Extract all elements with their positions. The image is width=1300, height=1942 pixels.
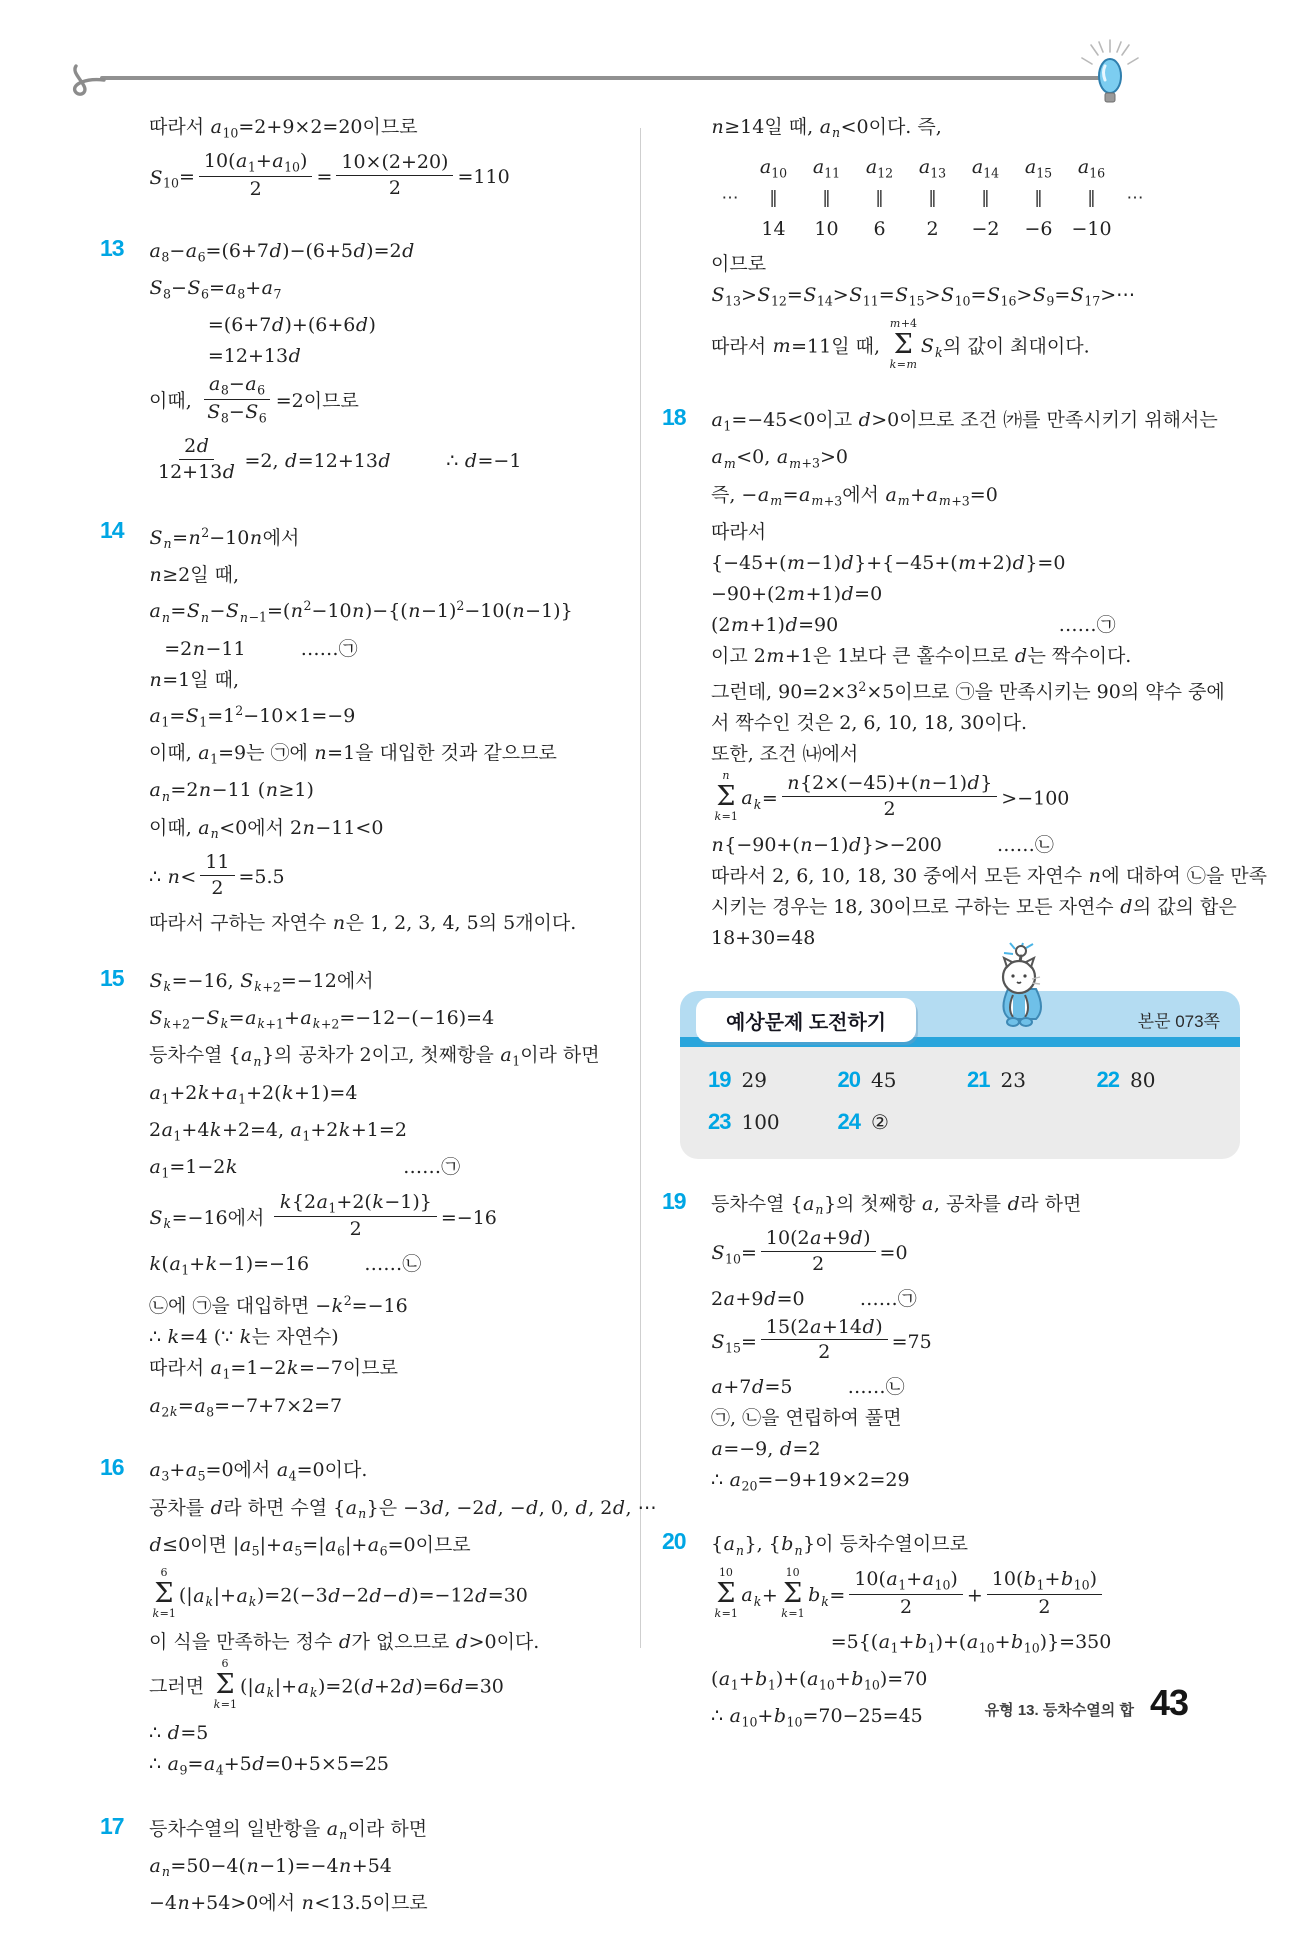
sequence-diagram: ⋯ $a_{10}$ ‖ 14 $a_{11}$ ‖ 10 $a_{12}$ ‖ 6 $a_{13}$ ‖ 2 $a_{14}$ ‖ −2 $a_{15}$ ‖ −6 $a_{16}$ ‖ −10 ⋯ [721,156,1144,241]
solution-line: $S_k=-16$, $S_{k+2}=-12$에서 [149,969,374,994]
problem-block [662,1185,1240,1506]
solution-line: 2a+9d=0 ……㉠ [711,1287,917,1310]
answer-value: 29 [741,1067,767,1092]
answer-number: 21 [967,1066,990,1092]
solution-line: $a_n=2n-11$ (n≥1) [149,779,314,804]
solution-line: ㉡에 ㉠을 대입하면 $-k^2=-16$ [149,1293,408,1318]
solution-line: {−45+(m−1)d}+{−45+(m+2)d}=0 [711,551,1066,574]
answer-item [838,1109,968,1135]
solution-line: $a_1=1-2k$ ……㉠ [149,1156,461,1181]
cat-mascot-icon [980,939,1058,1035]
solution-line: 10 Σ k=1 $a_k+$ 10 Σ k=1 $b_k=$ $\frac{10(a_1+a_{10})}{2}$ + $\frac{10(b_1+b_{10})}{2}$ [711,1570,1240,1623]
solution-line: ㉠, ㉡을 연립하여 풀면 [711,1406,902,1429]
solution-line: $a_1=-45<0$이고 d>0이므로 조건 ㈎를 만족시키기 위해서는 [711,408,1218,434]
solution-line: ∴ n< $\frac{11}{2}$ =5.5 [149,851,285,899]
top-rule [100,76,1112,80]
solution-line: (2m+1)d=90 ……㉠ [711,613,1116,636]
solution-line: 등차수열의 일반항을 $a_n$이라 하면 [149,1817,428,1842]
solution-line: $a_n=S_n-S_{n-1}=(n^2-10n)-\{(n-1)^2-10(n-1)\}$ [149,598,573,625]
solution-line: n=1일 때, [149,668,240,691]
solution-line: 6 Σ k=1 $(|a_k|+a_k)=2(-3d-2d-d)=-12d=30$ [152,1566,528,1621]
solution-line: $a_{2k}=a_8=-7+7\times 2=7$ [149,1394,343,1420]
right-column-upper [662,108,1267,957]
solution-line: 즉, $-a_m=a_{m+3}$에서 $a_m+a_{m+3}=0$ [711,483,998,508]
solution-line: $S_{10}=$ $\frac{10(a_1+a_{10})}{2}$ = $\frac{10\times(2+20)}{2}$ =110 [149,150,510,201]
solution-line: 이 식을 만족하는 정수 d가 없으므로 d>0이다. [149,1631,540,1654]
solution-line: 시키는 경우는 18, 30이므로 구하는 모든 자연수 d의 값의 합은 [711,895,1237,918]
solution-line: 등차수열 $\{a_n\}$의 공차가 2이고, 첫째항을 $a_1$이라 하면 [149,1044,600,1069]
solution-line: $S_{10}=$ $\frac{10(2a+9d)}{2}$ =0 [711,1227,908,1275]
solution-line: $k(a_1+k-1)=-16$ ……㉡ [149,1253,422,1278]
solution-line: 그러면 6 Σ k=1 $(|a_k|+a_k)=2(d+2d)=6d=30$ [149,1657,504,1712]
answer-item [1097,1067,1227,1093]
problem-block [100,962,620,1432]
answer-grid [708,1067,1226,1135]
solution-line: $a_8-a_6=(6+7d)-(6+5d)=2d$ [149,239,415,265]
answer-box-page-ref: 본문 073쪽 [1137,1011,1220,1031]
solution-line: $S_8-S_6=a_8+a_7$ [149,277,282,302]
solution-line: ∴ k=4 (∵ k는 자연수) [149,1326,339,1349]
solution-line: $a_m<0$, $a_{m+3}>0$ [711,446,849,471]
answer-value: 80 [1129,1067,1156,1092]
solution-line: 따라서 2, 6, 10, 18, 30 중에서 모든 자연수 n에 대하여 ㉡을 만족 [711,864,1267,887]
solution-line: $S_{13}>S_{12}=S_{14}>S_{11}=S_{15}>S_{10}=S_{16}>S_9=S_{17}>\cdots$ [711,284,1136,309]
answer-value: 45 [870,1067,897,1092]
answer-value: 100 [741,1109,780,1134]
solution-line: n Σ k=1 $a_k=$ $\frac{n\{2\times(-45)+(n-1)d\}}{2}$ >−100 [714,768,1070,823]
right-column [662,108,1267,1762]
footer-page-number: 43 [1149,1682,1188,1723]
answer-box [680,991,1240,1159]
solution-line: 이때, $a_1=9$는 ㉠에 n=1을 대입한 것과 같으므로 [149,742,557,767]
problem-block [100,108,620,212]
solution-line: d≤0이면 $|a_5|+a_5=|a_6|+a_6=0$이므로 [149,1533,471,1559]
solution-line: 또한, 조건 ㈏에서 [711,742,859,765]
problem-block [100,1810,620,1923]
problem-block [662,108,1240,381]
solution-line: ∴ $a_{20}=-9+19\times 2=29$ [711,1468,910,1494]
solution-line: a=−9, d=2 [711,1437,821,1460]
answer-number: 23 [708,1108,731,1134]
solution-line: $S_{k+2}-S_k=a_{k+1}+a_{k+2}=-12-(-16)=4$ [149,1006,495,1032]
solution-line: $a_1+2k+a_1+2(k+1)=4$ [149,1081,358,1106]
solution-line: ∴ $a_{10}+b_{10}=70-25=45$ [711,1705,923,1730]
solution-line: =2n−11 ……㉠ [164,637,358,660]
solution-line: $S_{15}=$ $\frac{15(2a+14d)}{2}$ =75 [711,1315,932,1364]
solution-line: 따라서 m=11일 때, m+4 Σ k=m $S_k$의 값이 최대이다. [711,316,1090,371]
solution-line: 따라서 [711,520,767,543]
problem-number: 17 [100,1812,124,1839]
answer-item [967,1067,1097,1093]
answer-number: 22 [1096,1066,1119,1092]
problem-number: 15 [100,964,124,991]
answer-item [708,1067,838,1093]
problem-number: 16 [100,1454,124,1481]
problem-number: 20 [662,1528,686,1555]
solution-line: =12+13d [207,345,301,368]
right-column-lower [662,1185,1240,1742]
solution-line: ∴ $a_9=a_4+5d=0+5\times 5=25$ [149,1753,389,1778]
solution-line: $\{a_n\}$, $\{b_n\}$이 등차수열이므로 [711,1533,968,1558]
solution-line: $a_3+a_5=0$에서 $a_4=0$이다. [149,1459,368,1484]
solution-line: 따라서 $a_{10}=2+9\times 2=20$이므로 [149,116,418,141]
answer-box-header [680,991,1240,1047]
solution-line: $a_1=S_1=1^2-10\times 1=-9$ [149,702,356,729]
column-divider [640,128,641,1648]
solution-line: $2a_1+4k+2=4$, $a_1+2k+1=2$ [149,1119,407,1144]
problem-block [662,401,1267,957]
solution-line: 따라서 구하는 자연수 n은 1, 2, 3, 4, 5의 5개이다. [149,911,577,934]
solution-line: 공차를 d라 하면 수열 $\{a_n\}$은 −3d, −2d, −d, 0, d, 2d, ⋯ [149,1496,657,1521]
solution-line: ∴ d=5 [149,1722,209,1745]
problem-number [100,108,140,212]
problem-number: 13 [100,234,124,261]
problem-block [100,1451,657,1790]
answer-item [708,1109,838,1135]
page-footer [985,1682,1188,1724]
solution-line: 이고 2m+1은 1보다 큰 홀수이므로 d는 짝수이다. [711,644,1132,667]
answer-number: 19 [708,1066,731,1092]
answer-item [838,1067,968,1093]
lightbulb-icon [1078,38,1142,112]
answer-value: 23 [1000,1067,1026,1092]
solution-line: $a_n=50-4(n-1)=-4n+54$ [149,1855,392,1880]
solution-line: =(6+7d)+(6+6d) [207,314,376,337]
solution-line: $S_n=n^2-10n$에서 [149,525,300,552]
answer-number: 24 [837,1108,860,1134]
problem-number: 14 [100,517,124,544]
solution-line: n≥14일 때, $a_n<0$이다. 즉, [711,116,942,141]
left-column [100,108,657,1942]
answer-number: 20 [837,1066,860,1092]
solution-line: a+7d=5 ……㉡ [711,1375,905,1398]
solution-line: 서 짝수인 것은 2, 6, 10, 18, 30이다. [711,711,1028,734]
problem-block [100,232,620,494]
problem-number: 19 [662,1187,686,1214]
solution-line: 이때, $\frac{a_8-a_6}{S_8-S_6}$ =2이므로 [149,373,359,426]
solution-line: $(a_1+b_1)+(a_{10}+b_{10})=70$ [711,1668,928,1693]
problem-block [100,514,620,941]
solution-line: 그런데, $90=2\times 3^2\times 5$이므로 ㉠을 만족시키는 90의 약수 중에 [711,678,1225,703]
answer-box-body [680,1047,1240,1159]
answer-value: ② [870,1109,889,1134]
solution-line: 18+30=48 [711,926,816,949]
solution-line: n{−90+(n−1)d}>−200 ……㉡ [711,833,1054,856]
solution-line: 이므로 [711,253,767,276]
solution-line: $=5\{(a_1+b_1)+(a_{10}+b_{10})\}=350$ [830,1630,1112,1656]
thread-squiggle-icon [66,58,108,98]
solution-line: 따라서 $a_1=1-2k=-7$이므로 [149,1357,398,1382]
solution-line: −90+(2m+1)d=0 [711,582,883,605]
solution-line: 등차수열 $\{a_n\}$의 첫째항 a, 공차를 d라 하면 [711,1192,1082,1218]
solution-line: n≥2일 때, [149,564,240,587]
solution-line: $\frac{2d}{12+13d}$ =2, d=12+13d ∴ d=−1 [158,434,522,483]
solution-line: 이때, $a_n<0$에서 2n−11<0 [149,816,384,842]
solution-line: −4n+54>0에서 n<13.5이므로 [149,1892,428,1915]
solution-line: $S_k=-16$에서 $\frac{k\{2a_1+2(k-1)\}}{2}$ =−16 [149,1190,497,1241]
problem-number: 18 [662,403,686,430]
problem-number [662,108,702,381]
footer-section-label: 유형 13. 등차수열의 합 [984,1702,1134,1719]
answer-box-title: 예상문제 도전하기 [696,998,916,1042]
